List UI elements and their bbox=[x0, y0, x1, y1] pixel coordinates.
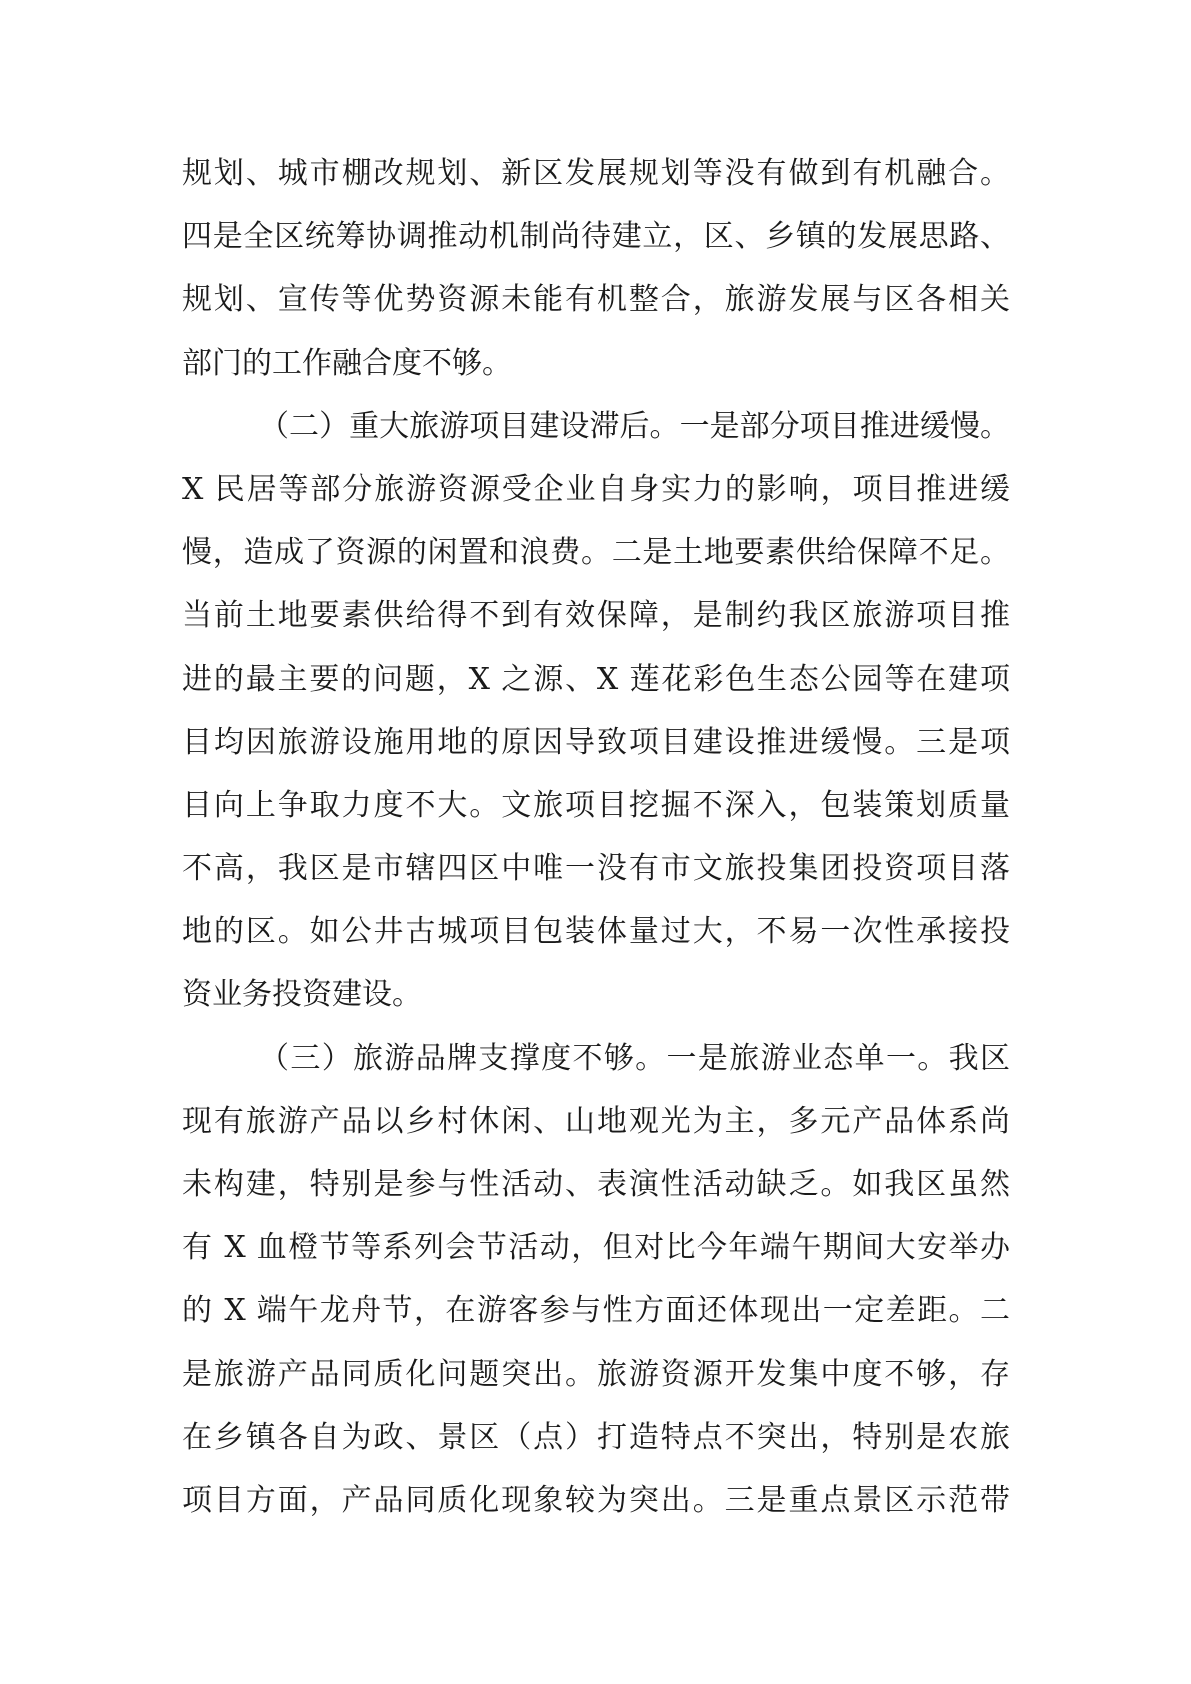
text-line: 是旅游产品同质化问题突出。旅游资源开发集中度不够，存 bbox=[182, 1356, 1010, 1392]
text-line: 部门的工作融合度不够。 bbox=[182, 345, 512, 381]
text-line: 规划、宣传等优势资源未能有机整合，旅游发展与区各相关 bbox=[182, 282, 1010, 318]
text-line: 慢，造成了资源的闲置和浪费。二是土地要素供给保障不足。 bbox=[182, 535, 1010, 571]
text-line: 在乡镇各自为政、景区（点）打造特点不突出，特别是农旅 bbox=[182, 1419, 1010, 1455]
text-line: 目向上争取力度不大。文旅项目挖掘不深入，包装策划质量 bbox=[182, 787, 1010, 823]
text-line: 项目方面，产品同质化现象较为突出。三是重点景区示范带 bbox=[182, 1482, 1010, 1518]
text-line: 不高，我区是市辖四区中唯一没有市文旅投集团投资项目落 bbox=[182, 851, 1010, 887]
text-line: 未构建，特别是参与性活动、表演性活动缺乏。如我区虽然 bbox=[182, 1167, 1010, 1202]
text-line: 有 X 血橙节等系列会节活动，但对比今年端午期间大安举办 bbox=[182, 1230, 1010, 1266]
text-line: 目均因旅游设施用地的原因导致项目建设推进缓慢。三是项 bbox=[182, 724, 1010, 760]
text-line: 四是全区统筹协调推动机制尚待建立，区、乡镇的发展思路、 bbox=[182, 219, 1010, 255]
text-line: X 民居等部分旅游资源受企业自身实力的影响，项目推进缓 bbox=[182, 471, 1010, 507]
text-line: 当前土地要素供给得不到有效保障，是制约我区旅游项目推 bbox=[182, 598, 1010, 634]
body-text bbox=[182, 142, 1010, 1532]
text-line: 地的区。如公井古城项目包装体量过大，不易一次性承接投 bbox=[182, 914, 1010, 950]
text-line: 的 X 端午龙舟节，在游客参与性方面还体现出一定差距。二 bbox=[182, 1293, 1010, 1329]
paragraph-heading-line: （二）重大旅游项目建设滞后。一是部分项目推进缓慢。 bbox=[259, 408, 1010, 444]
text-line: 现有旅游产品以乡村休闲、山地观光为主，多元产品体系尚 bbox=[182, 1103, 1010, 1139]
text-line: 规划、城市棚改规划、新区发展规划等没有做到有机融合。 bbox=[182, 156, 1010, 191]
text-line: 资业务投资建设。 bbox=[182, 977, 422, 1013]
paragraph-heading-line: （三）旅游品牌支撑度不够。一是旅游业态单一。我区 bbox=[259, 1040, 1010, 1076]
text-line: 进的最主要的问题，X 之源、X 莲花彩色生态公园等在建项 bbox=[182, 661, 1010, 697]
